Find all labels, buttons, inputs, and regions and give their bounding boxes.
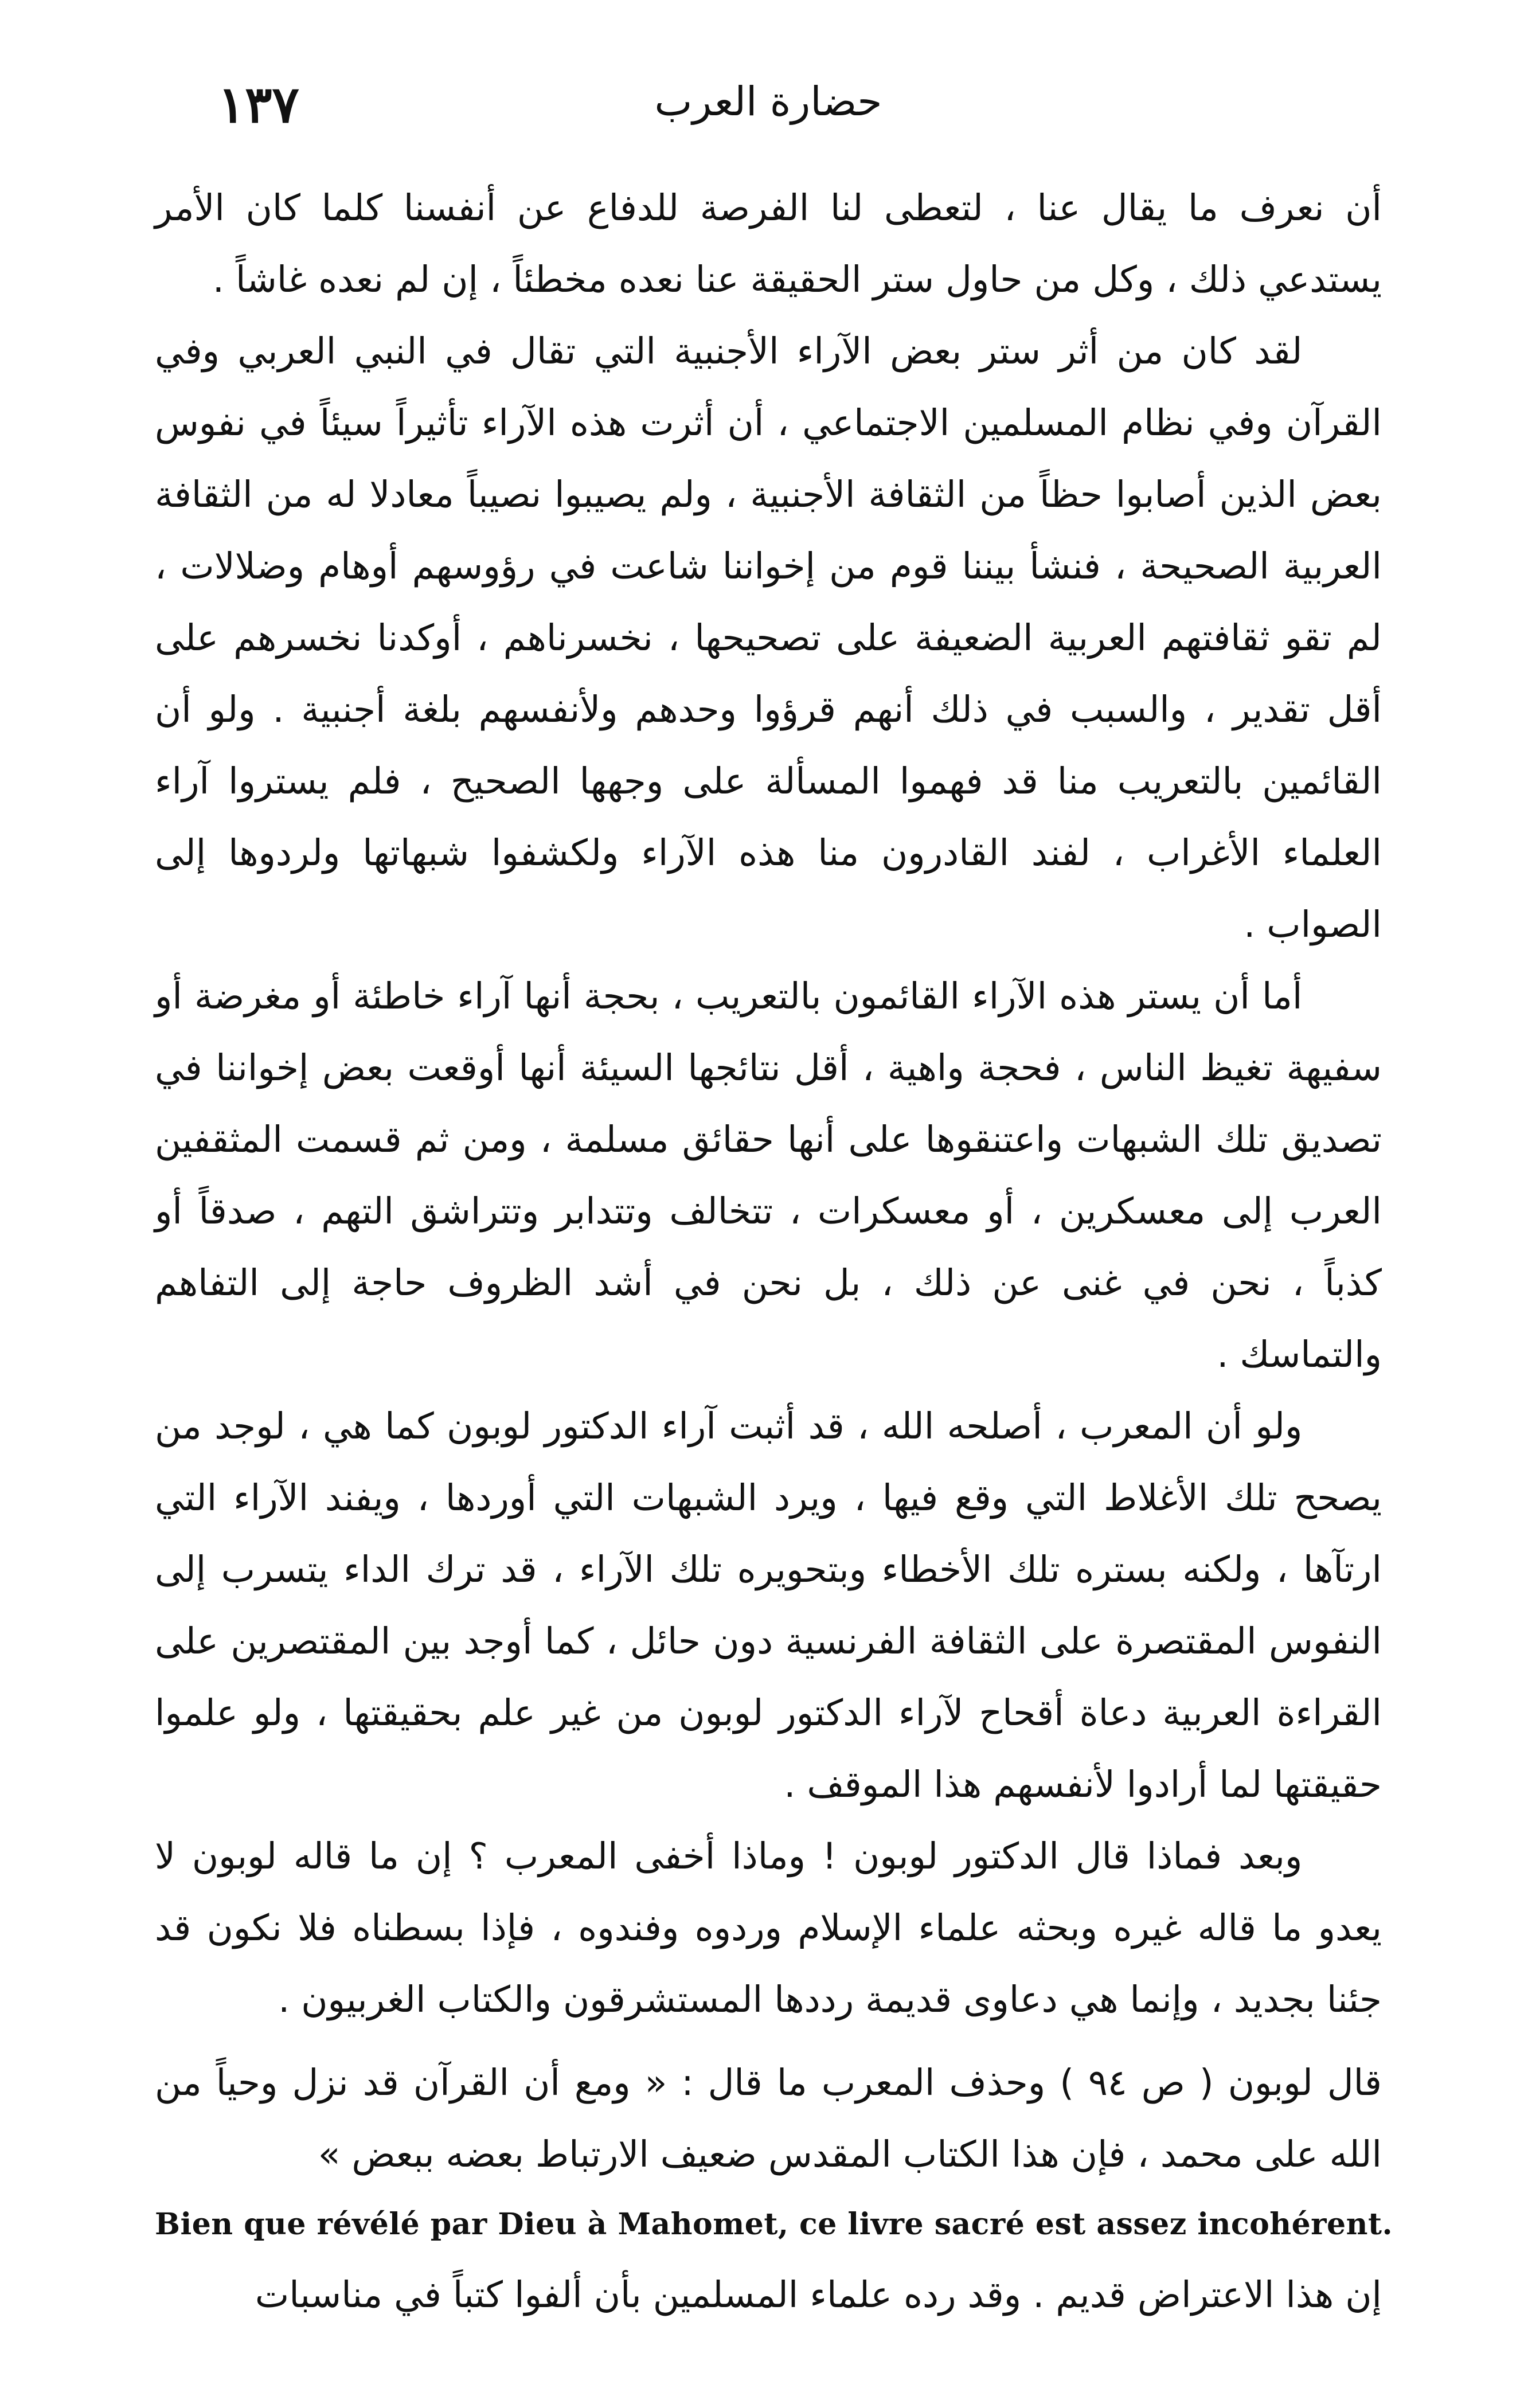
paragraph: لقد كان من أثر ستر بعض الآراء الأجنبية التي تقال في النبي العربي وفي القرآن وفي نظام المسلمين الاجتماعي ، أن أثرت هذه الآراء تأثيراً سيئاً في نفوس بعض الذين أصابوا حظاً من الثقافة الأجنبية ، ولم يصيبوا نصيباً معادلا له من الثقافة العربية الصحيحة ، فنشأ بيننا قوم من إخواننا شاعت في رؤوسهم أوهام وضلالات ، لم تقو ثقافتهم العربية الضعيفة على تصحيحها ، نخسرناهم ، أوكدنا نخسرهم على أقل تقدير ، والسبب في ذلك أنهم قرؤوا وحدهم ولأنفسهم بلغة أجنبية . ولو أن القائمين بالتعريب منا قد فهموا المسألة على وجهها الصحيح ، فلم يستروا آراء العلماء الأغراب ، لفند القادرون منا هذه الآراء ولكشفوا شبهاتها ولردوها إلى الصواب . <box>155 330 1382 945</box>
page-number: ١٣٧ <box>218 75 299 134</box>
paragraph-final: إن هذا الاعتراض قديم . وقد رده علماء المسلمين بأن ألفوا كتباً في مناسبات <box>255 2274 1382 2316</box>
page-header <box>155 75 1382 138</box>
quotation-french: Bien que révélé par Dieu à Mahomet, ce livre sacré est assez incohérent. <box>155 2207 1393 2242</box>
paragraph: ولو أن المعرب ، أصلحه الله ، قد أثبت آراء الدكتور لوبون كما هي ، لوجد من يصحح تلك الأغلاط التي وقع فيها ، ويرد الشبهات التي أوردها ، ويفند الآراء التي ارتآها ، ولكنه بستره تلك الأخطاء وبتحويره تلك الآراء ، قد ترك الداء يتسرب إلى النفوس المقتصرة على الثقافة الفرنسية دون حائل ، كما أوجد بين المقتصرين على القراءة العربية دعاة أقحاح لآراء الدكتور لوبون من غير علم بحقيقتها ، ولو علموا حقيقتها لما أرادوا لأنفسهم هذا الموقف . <box>155 1405 1382 1805</box>
quotation-arabic: قال لوبون ( ص ٩٤ ) وحذف المعرب ما قال : « ومع أن القرآن قد نزل وحياً من الله على محمد ، فإن هذا الكتاب المقدس ضعيف الارتباط بعضه ببعض » <box>155 2062 1382 2175</box>
paragraph: أما أن يستر هذه الآراء القائمون بالتعريب ، بحجة أنها آراء خاطئة أو مغرضة أو سفيهة تغيظ الناس ، فحجة واهية ، أقل نتائجها السيئة أنها أوقعت بعض إخواننا في تصديق تلك الشبهات واعتنقوها على أنها حقائق مسلمة ، ومن ثم قسمت المثقفين العرب إلى معسكرين ، أو معسكرات ، تتخالف وتتدابر وتتراشق التهم ، صدقاً أو كذباً ، نحن في غنى عن ذلك ، بل نحن في أشد الظروف حاجة إلى التفاهم والتماسك . <box>155 975 1382 1375</box>
running-title: حضارة العرب <box>654 78 882 125</box>
page-body <box>155 172 1393 2331</box>
paragraph-continued: أن نعرف ما يقال عنا ، لتعطى لنا الفرصة للدفاع عن أنفسنا كلما كان الأمر يستدعي ذلك ، وكل من حاول ستر الحقيقة عنا نعده مخطئاً ، إن لم نعده غاشاً . <box>155 187 1382 300</box>
paragraph: وبعد فماذا قال الدكتور لوبون ! وماذا أخفى المعرب ؟ إن ما قاله لوبون لا يعدو ما قاله غيره وبحثه علماء الإسلام وردوه وفندوه ، فإذا بسطناه فلا نكون قد جئنا بجديد ، وإنما هي دعاوى قديمة رددها المستشرقون والكتاب الغربيون . <box>155 1835 1382 2020</box>
